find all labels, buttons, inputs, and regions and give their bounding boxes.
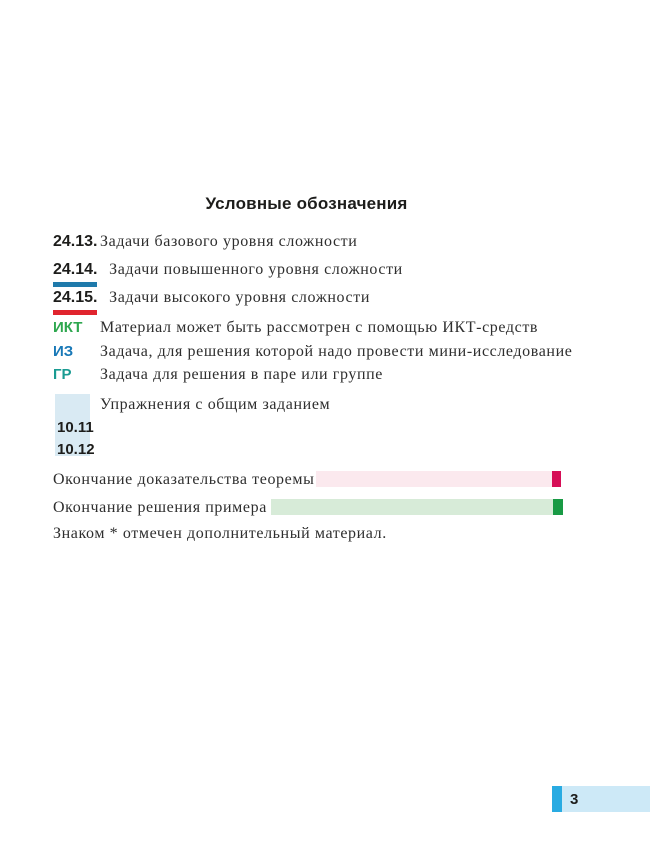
legend-marker-gr: ГР <box>53 366 72 383</box>
theorem-end-bar <box>316 471 561 487</box>
legend-text-high: Задачи высокого уровня сложности <box>109 289 370 306</box>
legend-text-gr: Задача для решения в паре или группе <box>100 366 383 383</box>
legend-text-advanced: Задачи повышенного уровня сложности <box>109 261 403 278</box>
asterisk-note: Знаком * отмечен дополнительный материал. <box>53 525 387 542</box>
legend-marker-ikt: ИКТ <box>53 319 83 336</box>
legend-text-basic: Задачи базового уровня сложности <box>100 233 358 250</box>
theorem-end-bar-cap <box>552 471 561 487</box>
legend-marker-iz: ИЗ <box>53 343 74 360</box>
group-exercises-label: Упражнения с общим заданием <box>100 396 331 413</box>
legend-row-advanced <box>53 261 573 287</box>
theorem-end-label: Окончание доказательства теоремы <box>53 471 315 488</box>
page-tab-accent <box>552 786 562 812</box>
legend-row-iz <box>53 343 573 361</box>
legend-row-ikt <box>53 319 573 337</box>
page-title: Условные обозначения <box>205 194 408 213</box>
group-exercise-number: 10.12 <box>57 441 95 458</box>
example-end-bar-cap <box>553 499 563 515</box>
example-end-label: Окончание решения примера <box>53 499 267 516</box>
legend-row-basic <box>53 233 573 251</box>
legend-marker-24-13: 24.13. <box>53 233 98 250</box>
legend-row-high <box>53 289 573 315</box>
legend-marker-24-15: 24.15. <box>53 289 97 315</box>
legend-marker-24-14: 24.14. <box>53 261 97 287</box>
group-exercise-number: 10.11 <box>57 419 94 436</box>
legend-text-iz: Задача, для решения которой надо провести мини-исследование <box>100 343 573 360</box>
legend-text-ikt: Материал может быть рассмотрен с помощью ИКТ-средств <box>100 319 539 336</box>
page-tab <box>562 786 650 812</box>
page-number: 3 <box>570 790 579 808</box>
example-end-bar <box>271 499 563 515</box>
legend-row-gr <box>53 366 573 384</box>
